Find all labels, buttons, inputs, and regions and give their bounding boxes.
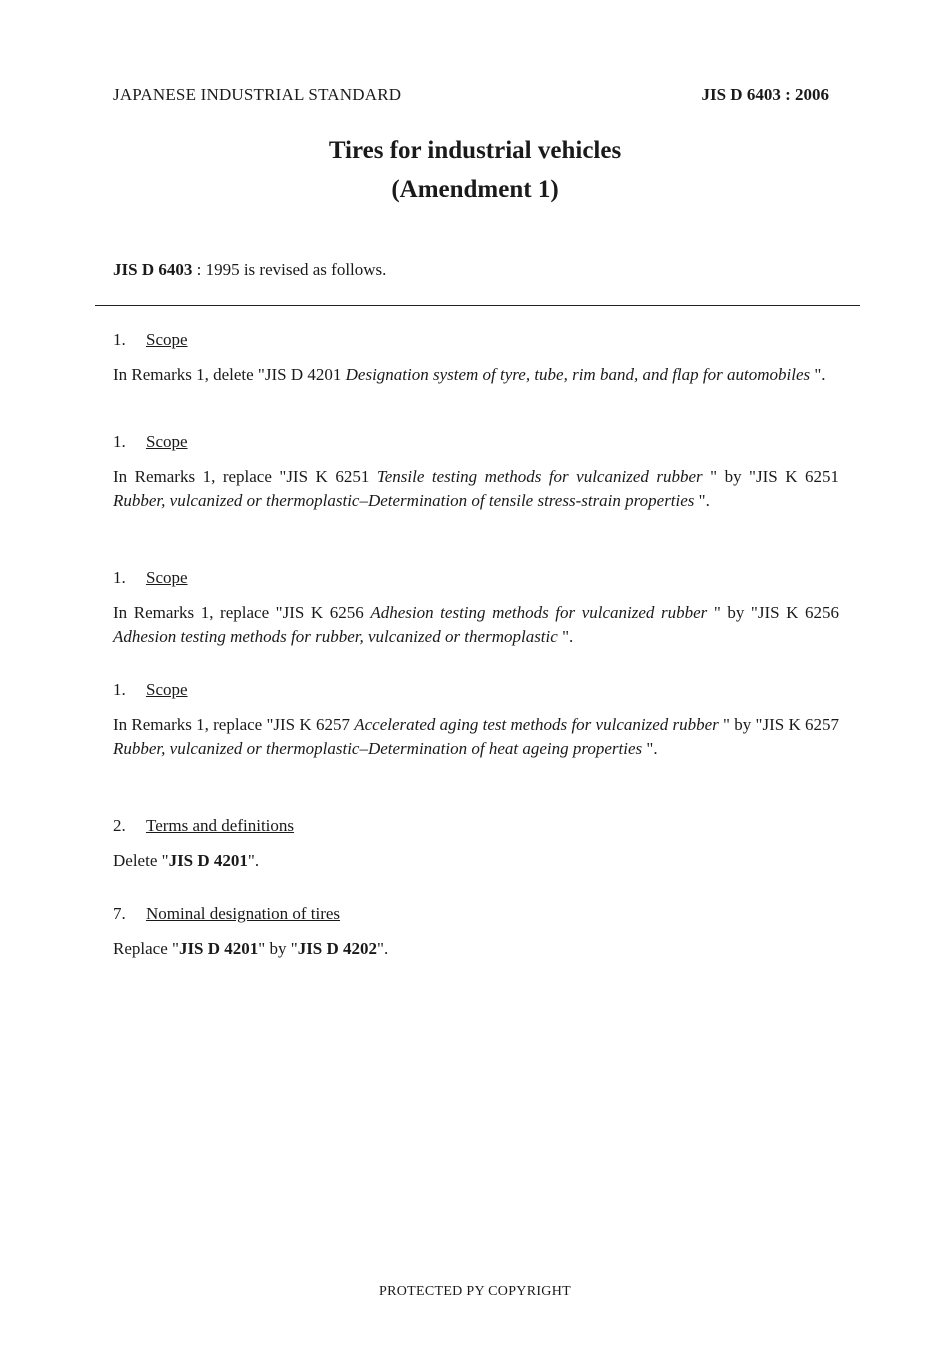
section-number: 2. <box>113 816 126 835</box>
document-title: Tires for industrial vehicles <box>328 137 622 164</box>
section-number: 1. <box>113 568 126 587</box>
copyright-footer: PROTECTED PY COPYRIGHT <box>379 1284 571 1299</box>
section-number: 1. <box>113 432 126 451</box>
section-title: Scope <box>146 432 188 451</box>
section-body: In Remarks 1, replace "JIS K 6256 Adhesion testing methods for vulcanized rubber " by "JIS K 6256 Adhesion testing methods for rubber, vulcanized or thermoplastic ". <box>113 603 839 646</box>
section-heading <box>113 680 188 700</box>
divider <box>95 305 860 306</box>
section-body: In Remarks 1, delete "JIS D 4201 Designation system of tyre, tube, rim band, and flap for automobiles ". <box>113 365 826 384</box>
section-title: Scope <box>146 330 188 349</box>
section-title: Scope <box>146 680 188 699</box>
section-body: In Remarks 1, replace "JIS K 6251 Tensile testing methods for vulcanized rubber " by "JIS K 6251 Rubber, vulcanized or thermoplastic–Determination of tensile stress-strain properties ". <box>113 467 839 510</box>
standard-title-italic: Rubber, vulcanized or thermoplastic–Determination of heat ageing properties <box>113 739 643 758</box>
intro-statement <box>113 260 386 280</box>
standard-ref-bold: JIS D 4201 <box>178 939 259 958</box>
section-heading <box>113 432 188 452</box>
section-heading <box>113 816 294 836</box>
intro-rest: : 1995 is revised as follows. <box>192 260 387 279</box>
intro-ref: JIS D 6403 <box>113 260 193 279</box>
standard-title-italic: Adhesion testing methods for rubber, vulcanized or thermoplastic <box>113 627 558 646</box>
standard-ref-bold: JIS D 4202 <box>297 939 378 958</box>
section-number: 1. <box>113 680 126 699</box>
section-heading <box>113 904 340 924</box>
standard-title-italic: Accelerated aging test methods for vulcanized rubber <box>354 715 719 734</box>
standard-title-italic: Tensile testing methods for vulcanized rubber <box>376 467 703 486</box>
section-heading <box>113 330 188 350</box>
section-body: Replace "JIS D 4201" by "JIS D 4202". <box>113 939 389 958</box>
standard-title-italic: Adhesion testing methods for vulcanized rubber <box>370 603 708 622</box>
section-number: 7. <box>113 904 126 923</box>
section-title: Nominal designation of tires <box>146 904 341 923</box>
standard-ref-bold: JIS D 4201 <box>168 851 248 870</box>
section-body: Delete "JIS D 4201". <box>113 851 260 870</box>
document-subtitle: (Amendment 1) <box>391 176 559 203</box>
section-title: Terms and definitions <box>146 816 295 835</box>
standard-label: JAPANESE INDUSTRIAL STANDARD <box>113 85 402 104</box>
standard-title-italic: Rubber, vulcanized or thermoplastic–Determination of tensile stress-strain properties <box>113 491 695 510</box>
standard-number: JIS D 6403 : 2006 <box>701 85 829 104</box>
section-body: In Remarks 1, replace "JIS K 6257 Accelerated aging test methods for vulcanized rubber " by "JIS K 6257 Rubber, vulcanized or thermoplastic–Determination of heat ageing properties ". <box>113 715 840 758</box>
section-number: 1. <box>113 330 126 349</box>
section-title: Scope <box>146 568 188 587</box>
section-heading <box>113 568 188 588</box>
standard-title-italic: Designation system of tyre, tube, rim band, and flap for automobiles <box>345 365 811 384</box>
